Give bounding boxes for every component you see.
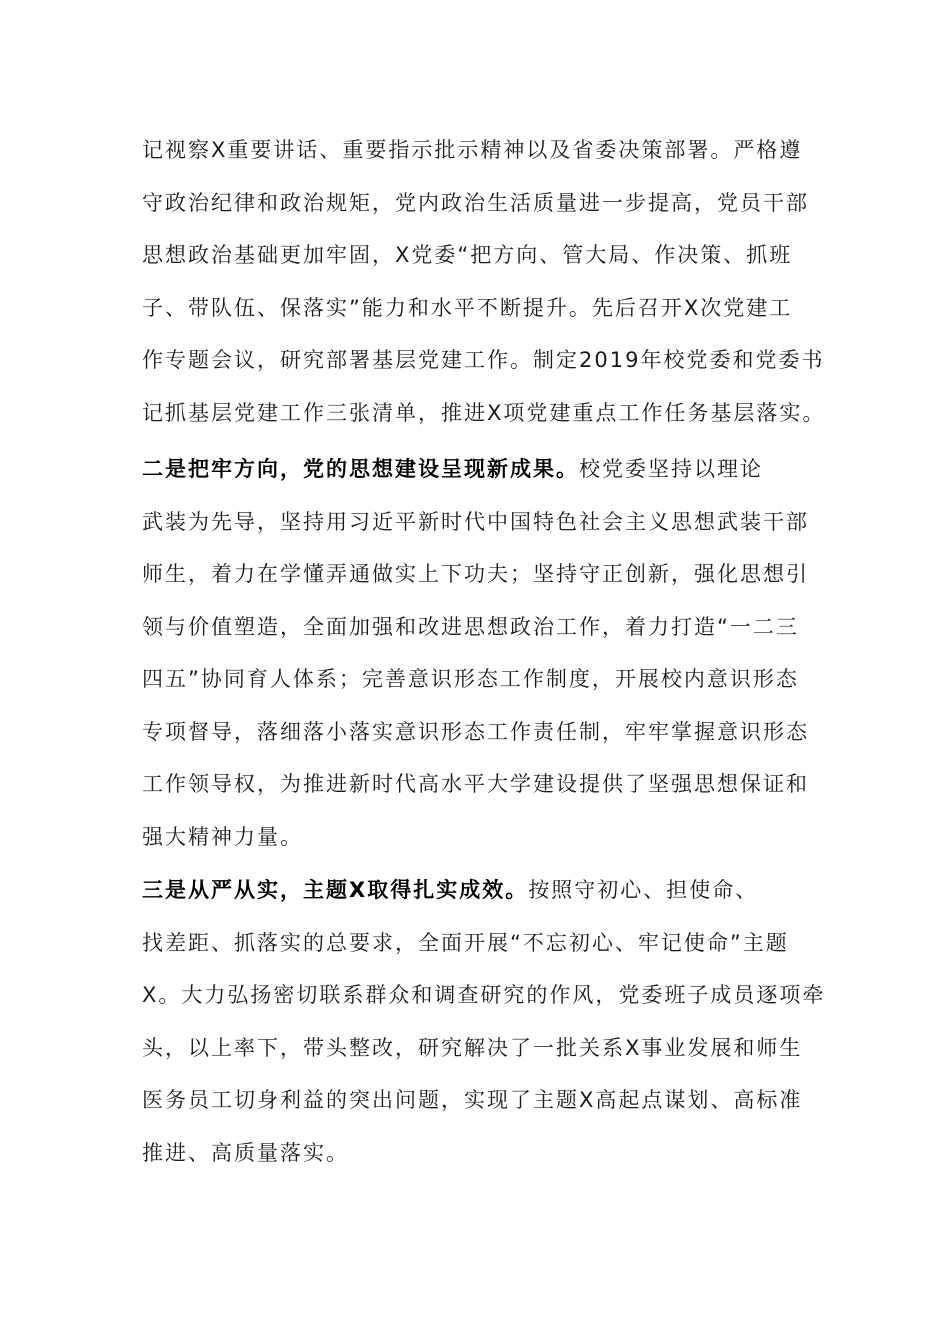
text-line: 作专题会议，研究部署基层党建工作。制定2019年校党委和党委书 <box>142 348 825 372</box>
text-line: 推进、高质量落实。 <box>142 1140 349 1165</box>
text-line-first <box>142 443 812 496</box>
text-line: 记抓基层党建工作三张清单，推进X项党建重点工作任务基层落实。 <box>142 400 826 425</box>
text-line: 领与价值塑造，全面加强和改进思想政治工作，着力打造“一二三 <box>142 614 799 639</box>
text-line: 工作领导权，为推进新时代高水平大学建设提供了坚强思想保证和 <box>142 772 809 796</box>
text-line: 守政治纪律和政治规矩，党内政治生活质量进一步提高，党员干部 <box>142 190 809 215</box>
paragraph-lead-heading: 二是把牢方向，党的思想建设呈现新成果。 <box>142 457 579 481</box>
text-line: X。大力弘扬密切联系群众和调查研究的作风，党委班子成员逐项牵 <box>142 983 826 1007</box>
text-line: 子、带队伍、保落实”能力和水平不断提升。先后召开X次党建工 <box>142 295 793 320</box>
text-line: 师生，着力在学懂弄通做实上下功夫；坚持守正创新，强化思想引 <box>142 562 809 586</box>
text-line-first <box>142 864 812 917</box>
text-line: 四五”协同育人体系；完善意识形态工作制度，开展校内意识形态 <box>142 667 799 691</box>
paragraph-theme-education <box>142 864 826 1179</box>
text-line: 医务员工切身利益的突出问题，实现了主题X高起点谋划、高标准 <box>142 1088 803 1112</box>
paragraph-lead-heading: 三是从严从实，主题X取得扎实成效。 <box>142 878 529 902</box>
text-line: 强大精神力量。 <box>142 824 303 849</box>
text-line: 头，以上率下，带头整改，研究解决了一批关系X事业发展和师生 <box>142 1035 803 1060</box>
text-line: 找差距、抓落实的总要求，全面开展“不忘初心、牢记使命”主题 <box>142 930 789 955</box>
text-line: 思想政治基础更加牢固，X党委“把方向、管大局、作决策、抓班 <box>142 243 793 267</box>
first-line-rest: 按照守初心、担使命、 <box>528 878 759 902</box>
text-line: 专项督导，落细落小落实意识形态工作责任制，牢牢掌握意识形态 <box>142 719 809 744</box>
paragraph-ideological-building <box>142 443 812 863</box>
text-line: 武装为先导，坚持用习近平新时代中国特色社会主义思想武装干部 <box>142 509 809 534</box>
text-line: 记视察X重要讲话、重要指示批示精神以及省委决策部署。严格遵 <box>142 138 803 162</box>
paragraph-party-building-summary <box>142 124 826 439</box>
first-line-rest: 校党委坚持以理论 <box>579 457 763 481</box>
